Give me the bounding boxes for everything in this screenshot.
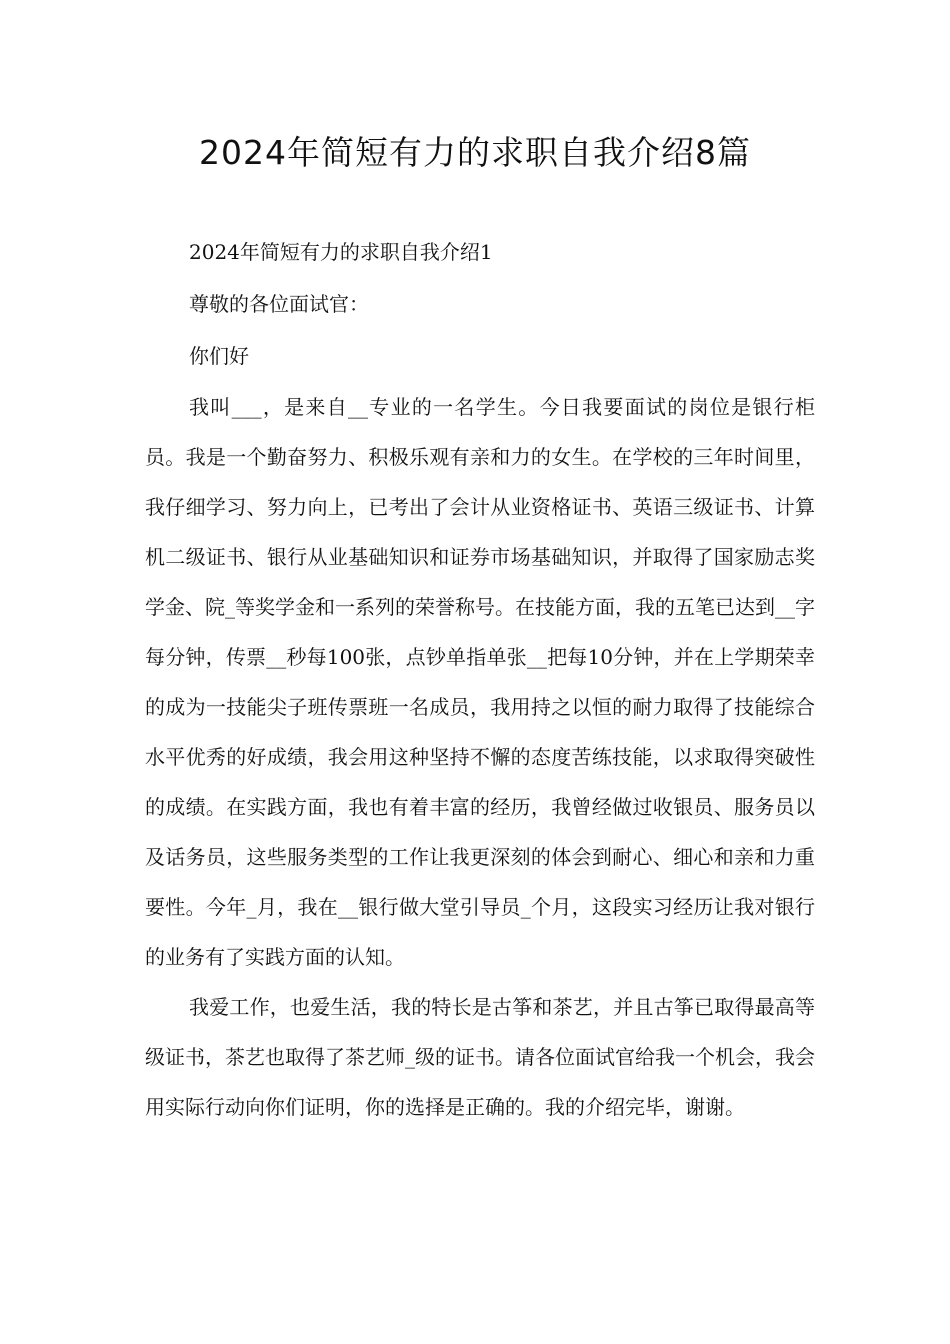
document-title: 2024年简短有力的求职自我介绍8篇 <box>199 133 751 172</box>
greeting: 你们好 <box>189 344 249 368</box>
section-heading: 2024年简短有力的求职自我介绍1 <box>189 240 493 264</box>
salutation: 尊敬的各位面试官： <box>189 292 369 316</box>
body-paragraph-2: 我爱工作，也爱生活，我的特长是古筝和茶艺，并且古筝已取得最高等级证书，茶艺也取得了茶艺师_级的证书。请各位面试官给我一个机会，我会用实际行动向你们证明，你的选择是正确的。我的介绍完毕，谢谢。 <box>145 995 815 1119</box>
body-paragraph-1: 我叫___，是来自__专业的一名学生。今日我要面试的岗位是银行柜员。我是一个勤奋努力、积极乐观有亲和力的女生。在学校的三年时间里，我仔细学习、努力向上，已考出了会计从业资格证书、英语三级证书、计算机二级证书、银行从业基础知识和证券市场基础知识，并取得了国家励志奖学金、院_等奖学金和一系列的荣誉称号。在技能方面，我的五笔已达到__字每分钟，传票__秒每100张，点钞单指单张__把每10分钟，并在上学期荣幸的成为一技能尖子班传票班一名成员，我用持之以恒的耐力取得了技能综合水平优秀的好成绩，我会用这种坚持不懈的态度苦练技能，以求取得突破性的成绩。在实践方面，我也有着丰富的经历，我曾经做过收银员、服务员以及话务员，这些服务类型的工作让我更深刻的体会到耐心、细心和亲和力重要性。今年_月，我在__银行做大堂引导员_个月，这段实习经历让我对银行的业务有了实践方面的认知。 <box>145 395 815 969</box>
document-body <box>145 226 815 1132</box>
